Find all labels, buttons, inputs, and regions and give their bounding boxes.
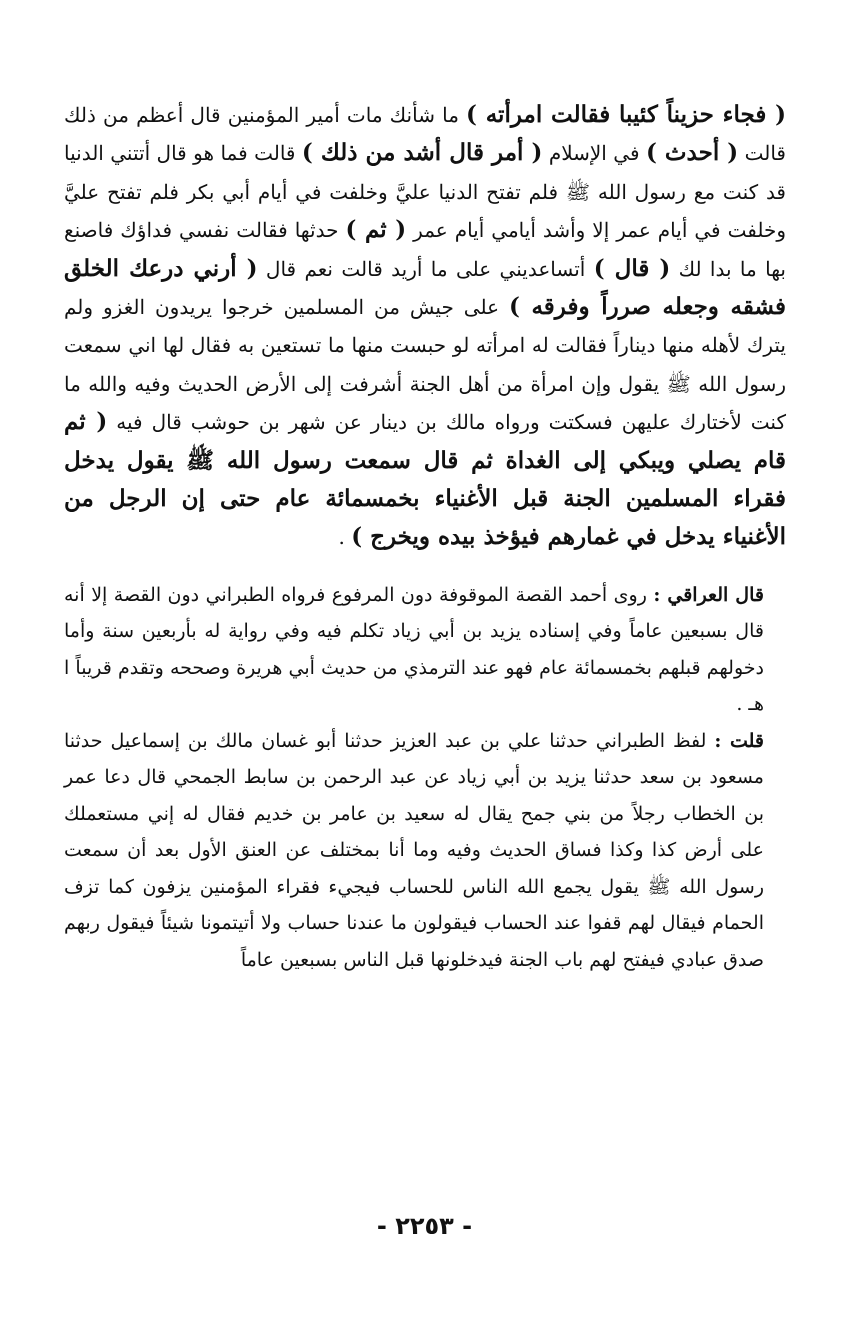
main-paragraph — [64, 96, 786, 557]
commentary-text: على جيش من المسلمين خرجوا يريدون الغزو ولم يترك لأهله منها ديناراً فقالت له امرأته لو حبست منها ما تستعين به فقال لها اني سمعت رسول الله ﷺ يقول وإن امرأة من أهل الجنة أشرفت إلى الأرض الحديث وفيه والله ما كنت لأختارك عليهن فسكتت ورواه مالك بن دينار عن شهر بن حوشب قال فيه — [64, 295, 786, 435]
qultu-label: قلت : — [714, 729, 764, 752]
quoted-text: ( فجاء حزيناً كئيبا فقالت امرأته ) — [466, 101, 786, 128]
commentary-text: حدثها فقالت نفسي فداؤك فاصنع بها ما بدا لك — [64, 218, 786, 281]
page-body — [64, 96, 786, 978]
quoted-text: ( أرني درعك الخلق فشقه وجعله صرراً وفرقه ) — [64, 254, 786, 321]
quoted-text: ( ثم ) — [345, 216, 407, 244]
commentary-text: أتساعديني على ما أريد قالت نعم قال — [265, 256, 586, 281]
quoted-text: ( أمر قال أشد من ذلك ) — [301, 139, 543, 167]
iraqi-paragraph — [64, 577, 786, 723]
quoted-text: ( قال ) — [593, 254, 671, 282]
qultu-paragraph — [64, 723, 786, 979]
iraqi-text: روى أحمد القصة الموقوفة دون المرفوع فرواه الطبراني دون القصة إلا أنه قال بسبعين عاماً وفي إسناده يزيد بن أبي زياد تكلم فيه وفي رواية له بأربعين سنة وأما دخولهم قبلهم بخمسمائة عام فهو عند الترمذي من حديث أبي هريرة وصححه وتقدم قريباً ا هـ . — [64, 583, 764, 716]
end-mark: . — [338, 525, 345, 550]
commentary-block — [64, 577, 786, 979]
commentary-text: قالت فما هو قال أتتني الدنيا قد كنت مع رسول الله ﷺ فلم تفتح الدنيا عليَّ وخلفت في أيام أبي بكر فلم تفتح عليَّ وخلفت في أيام عمر إلا وأشد أيامي أيام عمر — [64, 141, 786, 243]
page-number: - ٢٢٥٣ - — [376, 1212, 473, 1240]
commentary-text: في الإسلام — [548, 141, 640, 166]
quoted-text: ( ثم قام يصلي ويبكي إلى الغداة ثم قال سمعت رسول الله ﷺ يقول يدخل فقراء المسلمين الجنة قبل الأغنياء بخمسمائة عام حتى إن الرجل من الأغنياء يدخل في غمارهم فيؤخذ بيده ويخرج ) — [64, 408, 786, 551]
main-text-block — [64, 96, 786, 557]
quoted-text: ( أحدث ) — [645, 139, 739, 167]
iraqi-label: قال العراقي : — [653, 583, 764, 606]
commentary-text: ما شأنك مات أمير المؤمنين قال أعظم من ذلك قالت — [64, 103, 786, 166]
qultu-text: لفظ الطبراني حدثنا علي بن عبد العزيز حدثنا أبو غسان مالك بن إسماعيل حدثنا مسعود بن سعد حدثنا يزيد بن أبي زياد عن عبد الرحمن بن سابط الجمحي قال دعا عمر بن الخطاب رجلاً من بني جمح يقال له سعيد بن عامر بن خديم فقال له إني مستعملك على أرض كذا وكذا فساق الحديث وفيه وما أنا بمختلف عن العنق الأول بعد أن سمعت رسول الله ﷺ يقول يجمع الله الناس للحساب فيجيء فقراء المؤمنين يزفون كما تزف الحمام فيقال لهم قفوا عند الحساب فيقولون ما عندنا حساب ولا أتيتمونا شيئاً فيقول ربهم صدق عبادي فيفتح لهم باب الجنة فيدخلونها قبل الناس بسبعين عاماً — [64, 729, 764, 971]
